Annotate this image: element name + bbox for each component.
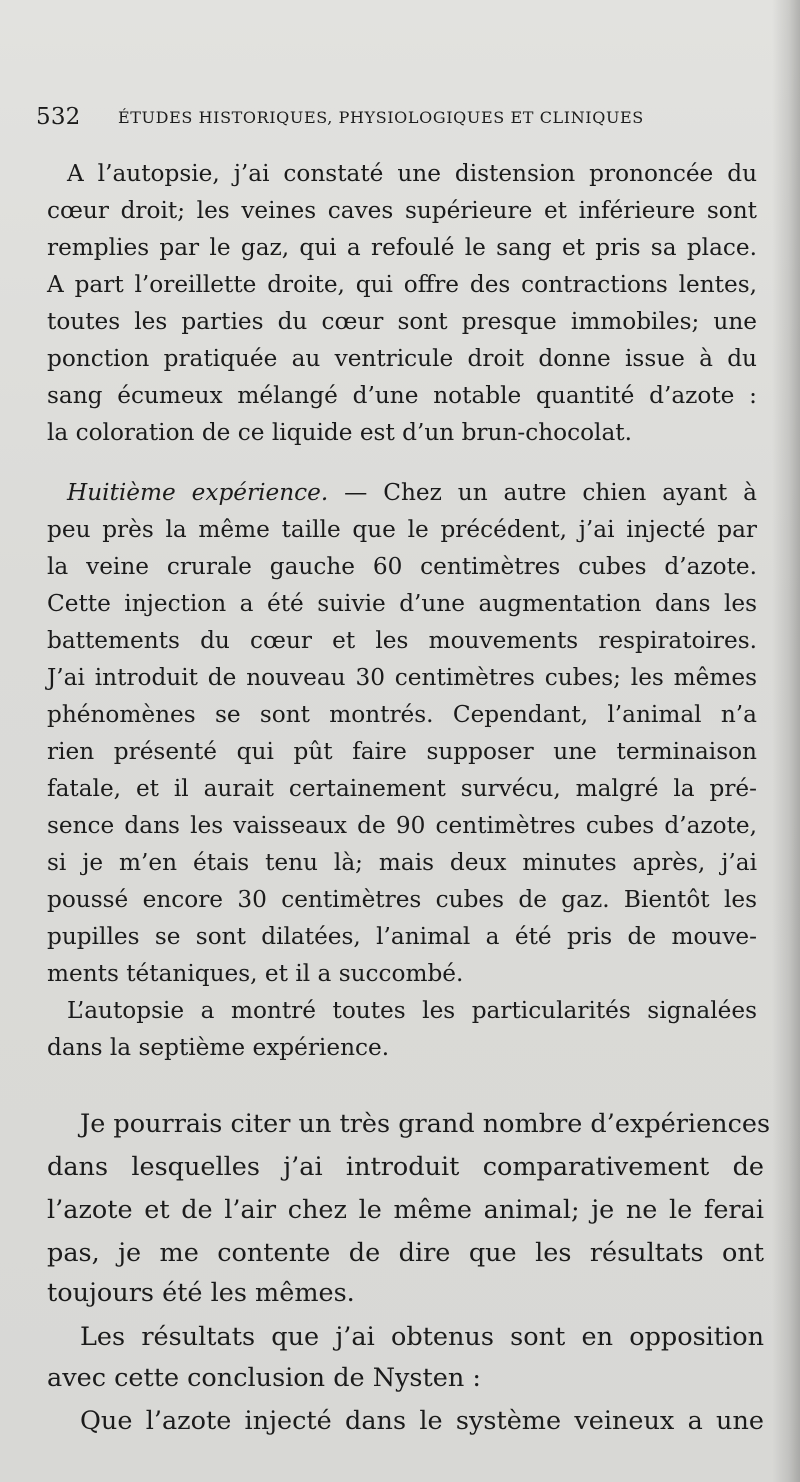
text-line: rien présenté qui pût faire supposer une terminaison [47, 738, 757, 765]
text-line: toutes les parties du cœur sont presque immobiles; une [47, 308, 757, 335]
text-line: Les résultats que j’ai obtenus sont en opposition [80, 1322, 764, 1352]
text-line: sence dans les vaisseaux de 90 centimètres cubes d’azote, [47, 812, 757, 839]
text-line: fatale, et il aurait certainement survécu, malgré la pré- [47, 775, 757, 802]
text-line: ments tétaniques, et il a succombé. [47, 960, 464, 987]
text-line: si je m’en étais tenu là; mais deux minutes après, j’ai [47, 849, 757, 876]
text-line: L’autopsie a montré toutes les particularités signalées [67, 997, 757, 1024]
text-line: phénomènes se sont montrés. Cependant, l’animal n’a [47, 701, 757, 728]
text-line: dans la septième expérience. [47, 1034, 390, 1061]
text-line: Que l’azote injecté dans le système veineux a une [80, 1406, 764, 1436]
text-line: la veine crurale gauche 60 centimètres cubes d’azote. [47, 553, 757, 580]
running-title: ÉTUDES HISTORIQUES, PHYSIOLOGIQUES ET CLINIQUES [118, 108, 644, 127]
text-line: sang écumeux mélangé d’une notable quantité d’azote : [47, 382, 757, 409]
text-line: poussé encore 30 centimètres cubes de gaz. Bientôt les [47, 886, 757, 913]
text-line: A part l’oreillette droite, qui offre des contractions lentes, [47, 271, 757, 298]
text-line: toujours été les mêmes. [47, 1278, 355, 1308]
text-span: — Chez un autre chien ayant à [328, 479, 757, 506]
text-line: l’azote et de l’air chez le même animal; je ne le ferai [47, 1195, 764, 1225]
text-line: J’ai introduit de nouveau 30 centimètres cubes; les mêmes [47, 664, 757, 691]
text-line: remplies par le gaz, qui a refoulé le sang et pris sa place. [47, 234, 757, 261]
text-line: pupilles se sont dilatées, l’animal a été pris de mouve- [47, 923, 757, 950]
experiment-heading: Huitième expérience. [67, 479, 329, 506]
page-edge-shadow [772, 0, 800, 1482]
text-line: dans lesquelles j’ai introduit comparativement de [47, 1152, 764, 1182]
text-line: cœur droit; les veines caves supérieure et inférieure sont [47, 197, 757, 224]
text-line: peu près la même taille que le précédent, j’ai injecté par [47, 516, 757, 543]
text-line: A l’autopsie, j’ai constaté une distension prononcée du [67, 160, 757, 187]
text-line: Cette injection a été suivie d’une augmentation dans les [47, 590, 757, 617]
text-line: Je pourrais citer un très grand nombre d’expériences [80, 1109, 771, 1139]
text-line: battements du cœur et les mouvements respiratoires. [47, 627, 757, 654]
running-header [36, 104, 736, 136]
text-line: la coloration de ce liquide est d’un brun-chocolat. [47, 419, 632, 446]
text-line: avec cette conclusion de Nysten : [47, 1363, 481, 1393]
text-line: pas, je me contente de dire que les résultats ont [47, 1238, 764, 1268]
text-line-with-heading [67, 474, 757, 512]
text-line: ponction pratiquée au ventricule droit donne issue à du [47, 345, 757, 372]
page-number: 532 [36, 104, 81, 130]
